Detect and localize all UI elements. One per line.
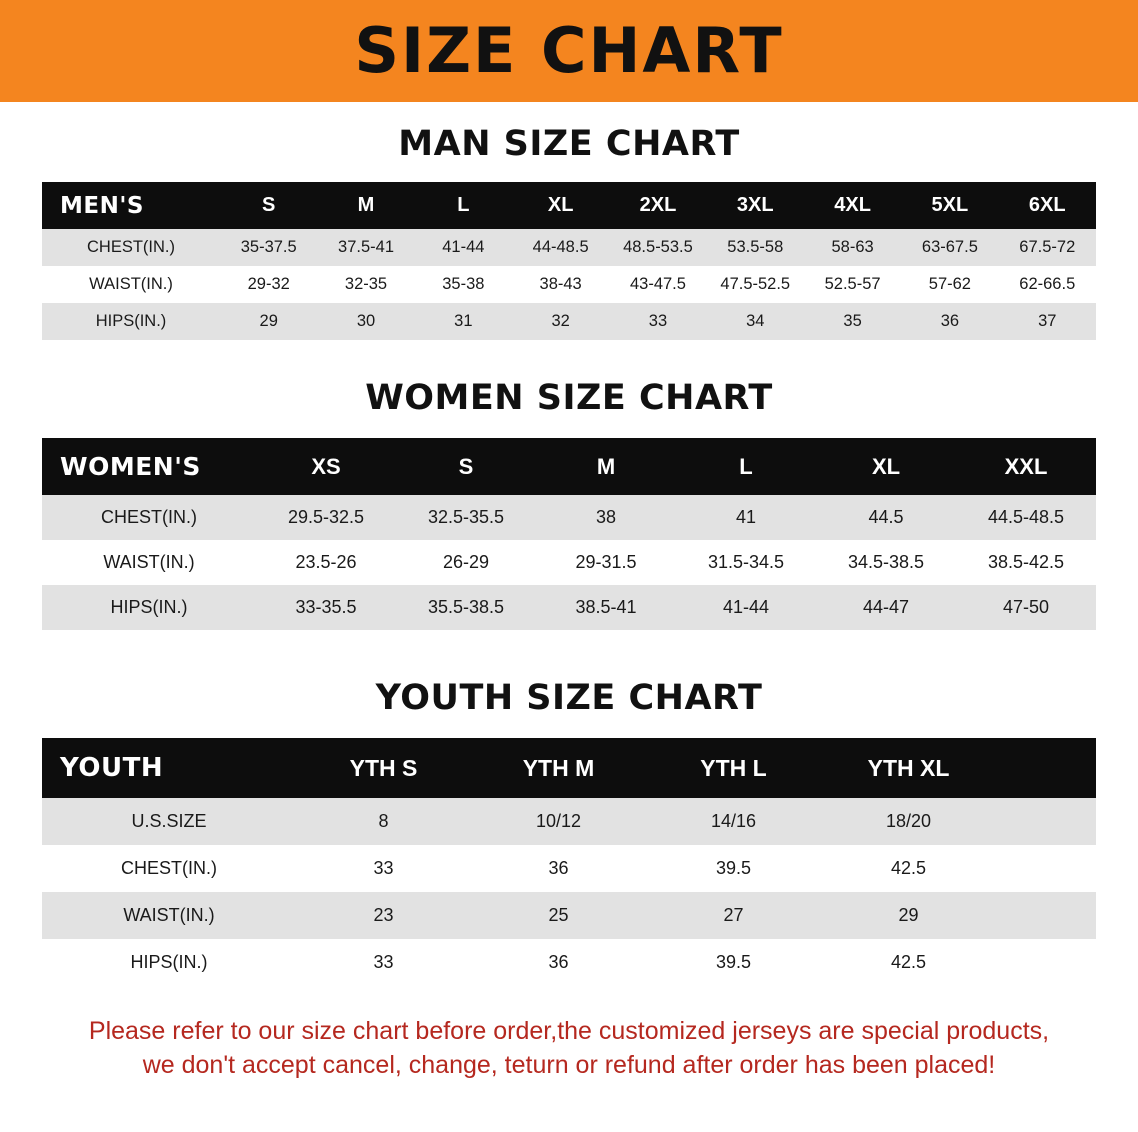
- women-table-wrap: [42, 438, 1096, 630]
- youth-cell-spacer: [996, 892, 1096, 939]
- women-col-header: XL: [871, 453, 901, 479]
- table-row: [42, 892, 1096, 939]
- man-cell: 32-35: [344, 275, 388, 293]
- women-col-header: L: [739, 453, 753, 479]
- youth-header-spacer: [996, 738, 1096, 798]
- man-cell: 63-67.5: [921, 238, 978, 256]
- youth-cell: 39.5: [715, 952, 752, 972]
- women-cell: 31.5-34.5: [707, 552, 785, 572]
- man-cell: 62-66.5: [1019, 275, 1076, 293]
- man-cell: 57-62: [928, 275, 971, 293]
- women-corner-label: WOMEN'S: [60, 452, 201, 481]
- man-col-header: M: [357, 194, 375, 216]
- man-cell: 52.5-57: [824, 275, 881, 293]
- table-row: [42, 495, 1096, 540]
- women-col-header: S: [458, 453, 474, 479]
- women-cell: 34.5-38.5: [847, 552, 925, 572]
- man-cell: 67.5-72: [1019, 238, 1076, 256]
- table-header-row: [42, 738, 1096, 798]
- youth-row-label: U.S.SIZE: [131, 811, 207, 831]
- women-cell: 35.5-38.5: [427, 597, 505, 617]
- man-cell: 37.5-41: [338, 238, 394, 256]
- man-size-table: [42, 182, 1096, 340]
- man-cell: 44-48.5: [532, 238, 589, 256]
- page-banner: [0, 0, 1138, 102]
- youth-cell: 39.5: [715, 858, 752, 878]
- women-cell: 38.5-41: [575, 597, 637, 617]
- youth-cell-spacer: [996, 939, 1096, 986]
- youth-cell: 18/20: [885, 811, 932, 831]
- women-cell: 38: [595, 507, 617, 527]
- women-cell: 41-44: [722, 597, 770, 617]
- women-cell: 44.5: [868, 507, 904, 527]
- man-col-header: XL: [547, 194, 574, 216]
- women-cell: 38.5-42.5: [987, 552, 1065, 572]
- disclaimer-note: [40, 1014, 1098, 1082]
- women-cell: 33-35.5: [295, 597, 357, 617]
- women-col-header: XS: [311, 453, 341, 479]
- women-cell: 44.5-48.5: [987, 507, 1065, 527]
- man-col-header: S: [262, 194, 276, 216]
- man-col-header: 3XL: [736, 194, 774, 216]
- youth-cell-spacer: [996, 845, 1096, 892]
- table-row: [42, 798, 1096, 845]
- youth-cell: 23: [373, 905, 394, 925]
- women-cell: 23.5-26: [295, 552, 357, 572]
- man-cell: 32: [551, 312, 570, 330]
- man-cell: 34: [746, 312, 765, 330]
- youth-row-label: CHEST(IN.): [121, 858, 217, 878]
- women-cell: 26-29: [442, 552, 490, 572]
- youth-col-header: YTH M: [522, 754, 595, 781]
- man-cell: 41-44: [442, 238, 485, 256]
- youth-cell: 8: [378, 811, 389, 831]
- women-col-header: M: [596, 453, 616, 479]
- women-size-table: [42, 438, 1096, 630]
- man-cell: 48.5-53.5: [623, 238, 693, 256]
- youth-cell: 14/16: [710, 811, 757, 831]
- women-cell: 41: [735, 507, 757, 527]
- table-row: [42, 303, 1096, 340]
- youth-cell: 25: [548, 905, 569, 925]
- youth-cell: 29: [898, 905, 919, 925]
- youth-corner-label: YOUTH: [60, 753, 164, 783]
- youth-cell-spacer: [996, 798, 1096, 845]
- youth-row-label: WAIST(IN.): [123, 905, 215, 925]
- man-section-heading: MAN SIZE CHART: [398, 124, 740, 164]
- table-row: [42, 939, 1096, 986]
- table-header-row: [42, 182, 1096, 229]
- women-col-header: XXL: [1004, 453, 1048, 479]
- man-cell: 47.5-52.5: [720, 275, 791, 293]
- youth-cell: 42.5: [890, 858, 927, 878]
- youth-cell: 36: [548, 952, 569, 972]
- man-row-label: WAIST(IN.): [89, 275, 173, 293]
- women-cell: 32.5-35.5: [427, 507, 505, 527]
- youth-col-header: YTH L: [700, 754, 767, 781]
- table-header-row: [42, 438, 1096, 495]
- man-cell: 33: [648, 312, 668, 330]
- man-cell: 36: [940, 312, 960, 330]
- man-col-header: 2XL: [639, 194, 677, 216]
- women-cell: 44-47: [862, 597, 910, 617]
- youth-section-heading: YOUTH SIZE CHART: [375, 678, 763, 718]
- man-col-header: 4XL: [834, 194, 871, 216]
- women-row-label: HIPS(IN.): [110, 597, 188, 617]
- women-cell: 29.5-32.5: [287, 507, 365, 527]
- man-row-label: CHEST(IN.): [87, 238, 176, 256]
- man-col-header: 5XL: [931, 194, 969, 216]
- man-cell: 35-37.5: [240, 238, 297, 256]
- youth-col-header: YTH S: [349, 754, 418, 781]
- table-row: [42, 266, 1096, 303]
- man-cell: 31: [454, 312, 473, 330]
- man-cell: 38-43: [539, 275, 582, 293]
- man-cell: 29: [259, 312, 278, 330]
- women-row-label: CHEST(IN.): [101, 507, 197, 527]
- table-row: [42, 540, 1096, 585]
- youth-cell: 10/12: [535, 811, 582, 831]
- youth-cell: 27: [723, 905, 744, 925]
- man-cell: 35-38: [442, 275, 485, 293]
- women-cell: 29-31.5: [575, 552, 637, 572]
- youth-cell: 36: [548, 858, 569, 878]
- man-cell: 58-63: [831, 238, 874, 256]
- women-cell: 47-50: [1002, 597, 1050, 617]
- man-col-header: L: [457, 194, 470, 216]
- youth-table-wrap: [42, 738, 1096, 986]
- man-cell: 37: [1038, 312, 1057, 330]
- table-row: [42, 585, 1096, 630]
- man-col-header: 6XL: [1028, 194, 1066, 216]
- disclaimer-line-2: we don't accept cancel, change, teturn or refund after order has been placed!: [142, 1051, 996, 1079]
- man-cell: 29-32: [247, 275, 290, 293]
- page-title: SIZE CHART: [354, 14, 784, 87]
- youth-size-table: [42, 738, 1096, 986]
- disclaimer-line-1: Please refer to our size chart before order,the customized jerseys are special products,: [88, 1017, 1050, 1045]
- youth-cell: 33: [373, 858, 394, 878]
- women-section-heading: WOMEN SIZE CHART: [365, 378, 773, 418]
- man-cell: 53.5-58: [727, 238, 784, 256]
- man-cell: 35: [843, 312, 862, 330]
- youth-col-header: YTH XL: [867, 754, 950, 781]
- youth-row-label: HIPS(IN.): [130, 952, 208, 972]
- youth-cell: 33: [373, 952, 394, 972]
- table-row: [42, 845, 1096, 892]
- man-cell: 30: [356, 312, 376, 330]
- man-table-wrap: [42, 182, 1096, 340]
- table-row: [42, 229, 1096, 266]
- man-cell: 43-47.5: [629, 275, 686, 293]
- women-row-label: WAIST(IN.): [103, 552, 195, 572]
- man-row-label: HIPS(IN.): [95, 312, 167, 330]
- man-corner-label: MEN'S: [60, 192, 144, 219]
- youth-cell: 42.5: [890, 952, 927, 972]
